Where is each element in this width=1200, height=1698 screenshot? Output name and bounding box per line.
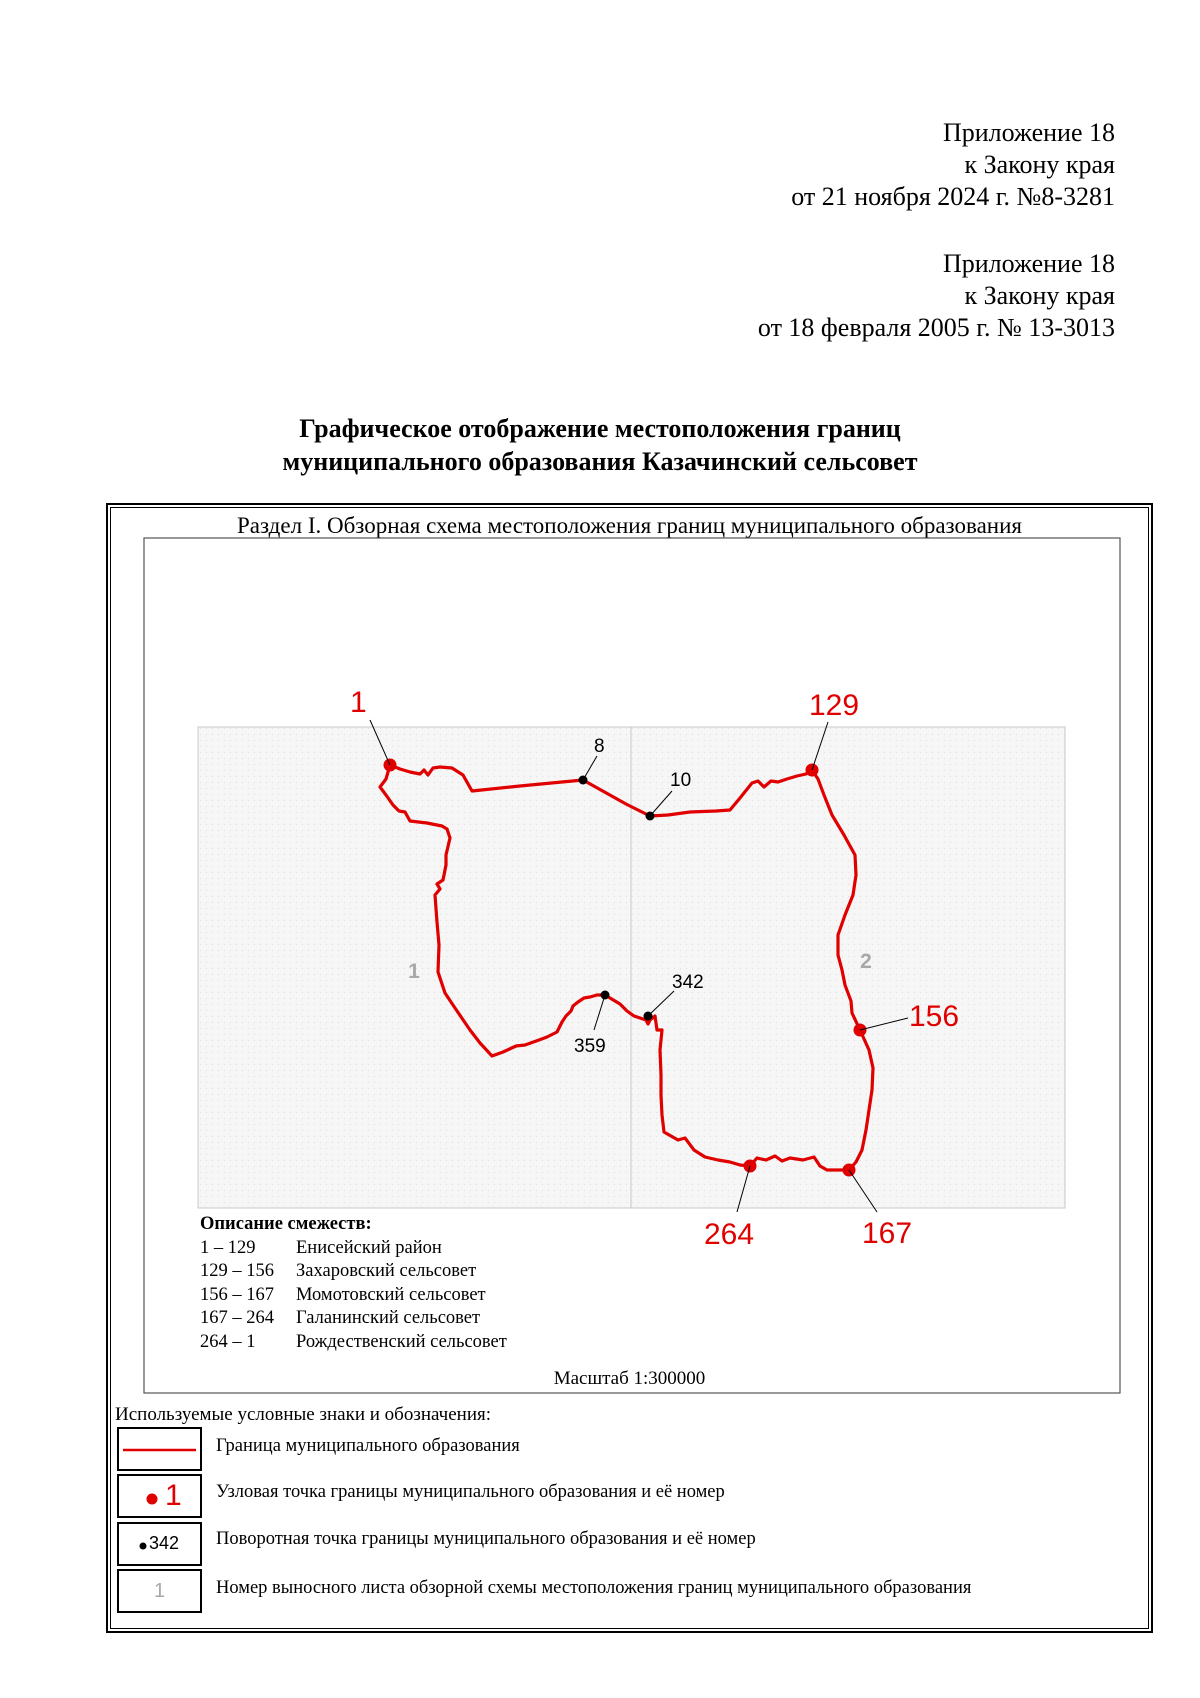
boundary-line-icon [119, 1429, 200, 1469]
legend-symbol-node-point [117, 1474, 202, 1518]
legend-title: Используемые условные знаки и обозначения: [115, 1404, 492, 1425]
node-point-label-1: 1 [350, 686, 367, 719]
adjacency-range: 1 – 129 [200, 1237, 256, 1258]
adjacency-row [200, 1331, 507, 1355]
adjacency-range: 156 – 167 [200, 1284, 274, 1305]
legend-turning-number: 342 [149, 1533, 180, 1553]
adjacency-row [200, 1284, 507, 1308]
legend-symbol-turning-point [117, 1522, 202, 1566]
node-point-label-167: 167 [862, 1217, 913, 1250]
adjacency-row [200, 1307, 507, 1331]
node-point-label-129: 129 [809, 689, 860, 722]
adjacency-name: Захаровский сельсовет [296, 1261, 477, 1281]
section-title: Раздел I. Обзорная схема местоположения границ муниципального образования [237, 513, 1022, 538]
turning-point-label-8: 8 [594, 736, 605, 757]
red-dot-icon [119, 1476, 200, 1516]
header-line: Приложение 18 [942, 249, 1115, 278]
legend-text-sheet-number: Номер выносного листа обзорной схемы местоположения границ муниципального образования [216, 1578, 972, 1598]
header-line: к Закону края [964, 150, 1115, 179]
legend-symbol-boundary [117, 1427, 202, 1471]
legend-text-node-point: Узловая точка границы муниципального образования и её номер [216, 1482, 725, 1502]
header-line: Приложение 18 [942, 118, 1115, 147]
legend-node-number: 1 [165, 1479, 182, 1512]
legend-text-boundary: Граница муниципального образования [216, 1436, 520, 1456]
header-line: от 18 февраля 2005 г. № 13-3013 [757, 313, 1115, 342]
adjacency-row [200, 1260, 507, 1284]
legend-text-turning-point: Поворотная точка границы муниципального образования и её номер [216, 1529, 756, 1549]
adjacency-heading: Описание смежеств: [200, 1214, 372, 1234]
turning-point-label-342: 342 [672, 972, 704, 993]
header-line: от 21 ноября 2024 г. №8-3281 [791, 182, 1115, 211]
adjacency-name: Рождественский сельсовет [296, 1331, 507, 1352]
map-sheet-2 [631, 727, 1065, 1208]
title-line: Графическое отображение местоположения границ [299, 414, 901, 443]
turning-point-label-10: 10 [670, 770, 692, 791]
adjacency-range: 129 – 156 [200, 1261, 274, 1281]
turning-point-label-359: 359 [574, 1036, 606, 1057]
header-line: к Закону края [964, 281, 1115, 310]
adjacency-name: Момотовский сельсовет [296, 1284, 486, 1305]
adjacency-name: Галанинский сельсовет [296, 1308, 481, 1328]
legend-sheet-number: 1 [153, 1580, 166, 1602]
sheet-number-1: 1 [408, 960, 420, 983]
adjacency-row [200, 1237, 507, 1261]
node-point-label-156: 156 [909, 1000, 960, 1033]
map-scale: Масштаб 1:300000 [553, 1368, 706, 1389]
title-line: муниципального образования Казачинский сельсовет [282, 447, 918, 476]
sheet-number-2: 2 [860, 950, 872, 973]
adjacency-name: Енисейский район [296, 1237, 442, 1258]
adjacency-description [200, 1213, 507, 1354]
adjacency-range: 167 – 264 [200, 1308, 274, 1328]
node-point-label-264: 264 [704, 1218, 755, 1251]
legend-symbol-sheet-number [117, 1569, 202, 1613]
adjacency-range: 264 – 1 [200, 1331, 256, 1352]
